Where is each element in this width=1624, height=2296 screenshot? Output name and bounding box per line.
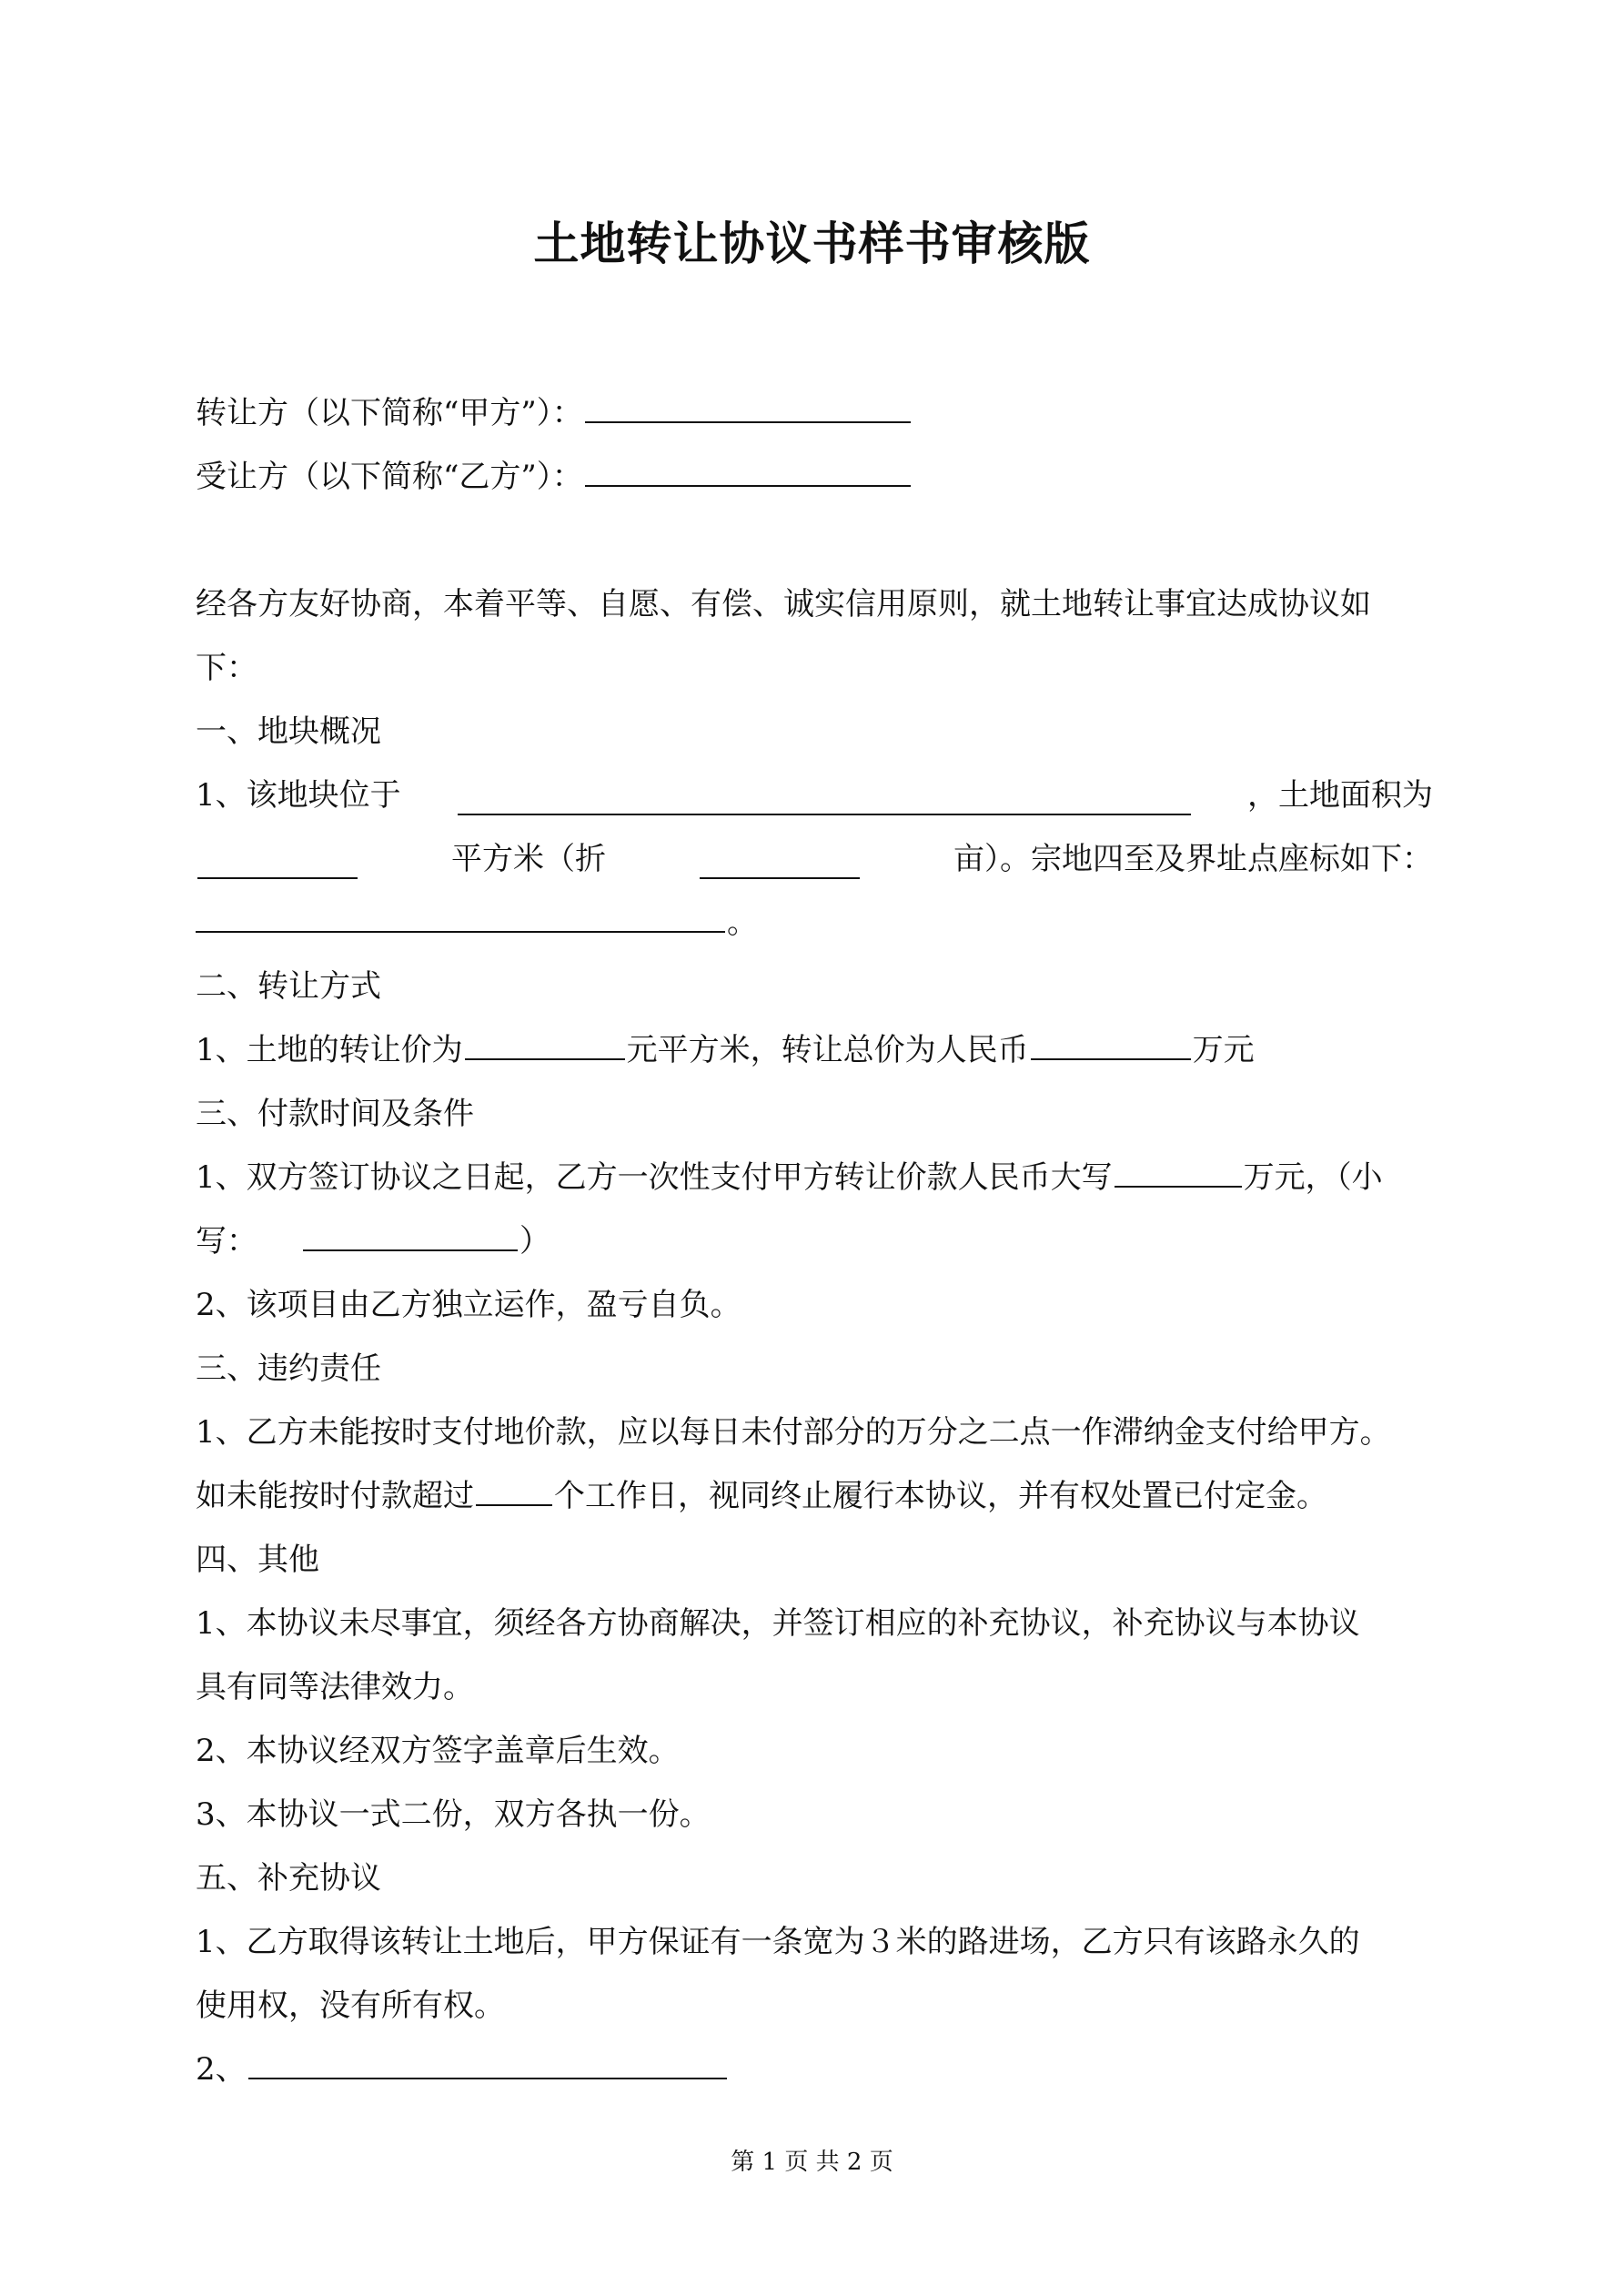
section6-item1-line2: 使用权，没有所有权。	[196, 1988, 505, 2024]
area-mu-blank[interactable]	[700, 850, 860, 879]
total-price-unit: 万元	[1192, 1032, 1255, 1068]
transferor-blank[interactable]	[585, 394, 911, 423]
item2-label: 2、	[196, 2051, 247, 2088]
overdue-label: 如未能按时付款超过	[196, 1478, 474, 1514]
boundary-label: 亩）。宗地四至及界址点座标如下：	[953, 841, 1433, 877]
section5-heading: 四、其他	[196, 1542, 319, 1578]
payment-label: 1、双方签订协议之日起，乙方一次性支付甲方转让价款人民币大写	[196, 1159, 1113, 1196]
overdue-consequence: 个工作日，视同终止履行本协议，并有权处置已付定金。	[554, 1478, 1327, 1514]
intro-line-2: 下：	[196, 650, 257, 686]
supplement-blank[interactable]	[248, 2050, 727, 2079]
transferor-line	[196, 393, 1433, 433]
boundary-coords-blank[interactable]	[196, 904, 725, 933]
section3-item1-line1	[196, 1158, 1433, 1198]
boundary-end: 。	[727, 905, 758, 941]
payment-uppercase-blank[interactable]	[1115, 1158, 1242, 1188]
section1-item1-line2	[196, 839, 1433, 879]
section5-item1-line2: 具有同等法律效力。	[196, 1669, 474, 1705]
area-sqm-unit: 平方米（折	[451, 841, 606, 877]
section6-item1-line1: 1、乙方取得该转让土地后，甲方保证有一条宽为３米的路进场，乙方只有该路永久的	[196, 1924, 1360, 1960]
transferee-label: 受让方（以下简称“乙方”）：	[196, 459, 583, 495]
transferor-label: 转让方（以下简称“甲方”）：	[196, 395, 583, 431]
section1-item1-line1	[196, 775, 1433, 815]
total-price-blank[interactable]	[1031, 1031, 1191, 1060]
area-sqm-blank[interactable]	[197, 850, 358, 879]
unit-price-label: 1、土地的转让价为	[196, 1032, 463, 1068]
section4-item1-line2	[196, 1476, 1433, 1516]
transferee-blank[interactable]	[585, 458, 911, 487]
document-title: 土地转让协议书样书审核版	[533, 217, 1091, 270]
section6-item2	[196, 2049, 1433, 2089]
unit-price-blank[interactable]	[465, 1031, 625, 1060]
section5-item1-line1: 1、本协议未尽事宜，须经各方协商解决，并签订相应的补充协议，补充协议与本协议	[196, 1605, 1360, 1642]
payment-unit: 万元，（小	[1243, 1159, 1383, 1196]
page-number: 第 1 页 共 2 页	[731, 2149, 893, 2176]
section4-item1-line1: 1、乙方未能按时支付地价款，应以每日未付部分的万分之二点一作滞纳金支付给甲方。	[196, 1414, 1391, 1451]
section2-heading: 二、转让方式	[196, 968, 381, 1005]
section5-item3: 3、本协议一式二份，双方各执一份。	[196, 1796, 711, 1833]
overdue-days-blank[interactable]	[476, 1477, 552, 1506]
section3-item1-line2	[196, 1221, 1433, 1261]
section1-heading: 一、地块概况	[196, 713, 381, 750]
location-blank[interactable]	[458, 786, 1191, 815]
section4-heading: 三、违约责任	[196, 1350, 381, 1387]
section6-heading: 五、补充协议	[196, 1860, 381, 1896]
intro-line-1: 经各方友好协商，本着平等、自愿、有偿、诚实信用原则，就土地转让事宜达成协议如	[196, 586, 1371, 622]
section2-item1	[196, 1030, 1433, 1070]
section3-item2: 2、该项目由乙方独立运作，盈亏自负。	[196, 1287, 741, 1323]
section3-heading: 三、付款时间及条件	[196, 1096, 474, 1132]
total-price-label: 元平方米，转让总价为人民币	[626, 1032, 1029, 1068]
location-label: 1、该地块位于	[196, 777, 401, 814]
section1-item1-line3	[196, 903, 1433, 943]
transferee-line	[196, 457, 1433, 497]
payment-lowercase-blank[interactable]	[303, 1222, 518, 1251]
area-label: ，土地面积为	[1246, 777, 1433, 814]
lowercase-label: 写：	[196, 1223, 257, 1259]
section5-item2: 2、本协议经双方签字盖章后生效。	[196, 1733, 680, 1769]
lowercase-close: ）	[519, 1223, 550, 1259]
